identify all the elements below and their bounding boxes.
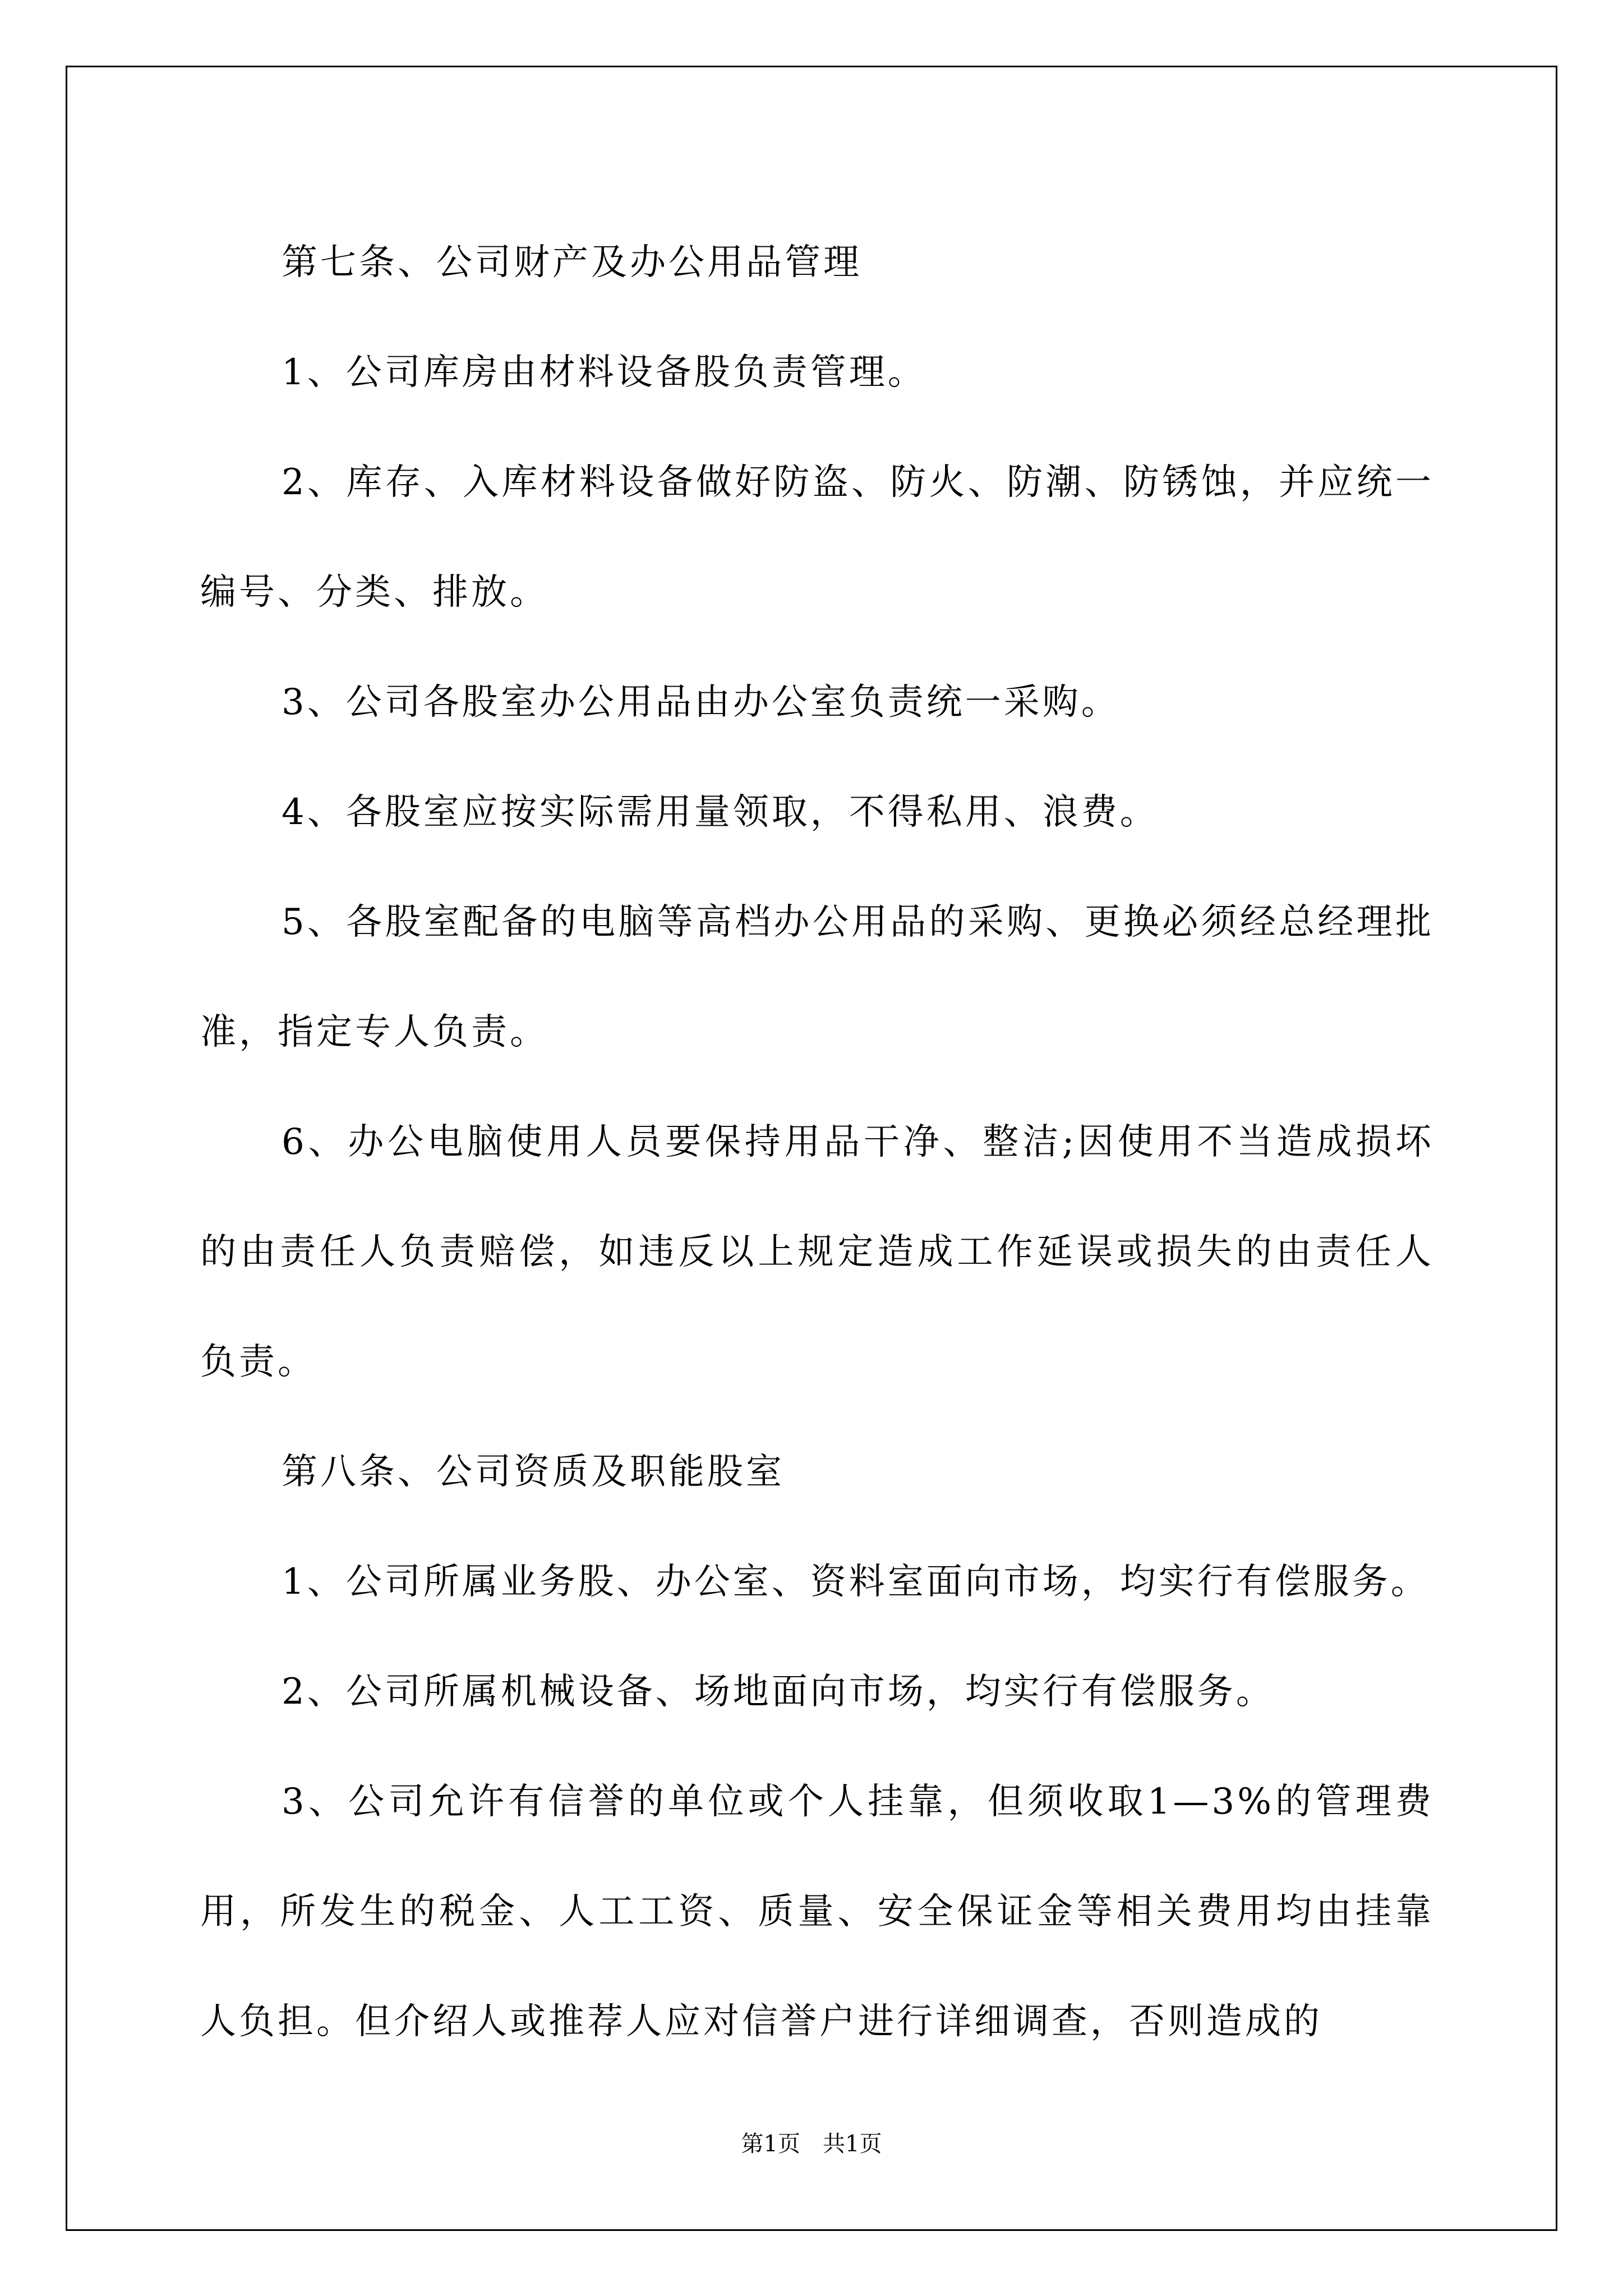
paragraph: 1、公司库房由材料设备股负责管理。 bbox=[282, 352, 926, 393]
page-footer: 第1页 共1页 bbox=[741, 2131, 882, 2157]
paragraph: 1、公司所属业务股、办公室、资料室面向市场，均实行有偿服务。 bbox=[282, 1561, 1430, 1603]
paragraph: 2、库存、入库材料设备做好防盗、防火、防潮、防锈蚀，并应统一编号、分类、排放。 bbox=[200, 462, 1434, 613]
paragraph: 6、办公电脑使用人员要保持用品干净、整洁;因使用不当造成损坏的由责任人负责赔偿，如违反以上规定造成工作延误或损失的由责任人负责。 bbox=[200, 1121, 1434, 1383]
paragraph: 5、各股室配备的电脑等高档办公用品的采购、更换必须经总经理批准，指定专人负责。 bbox=[200, 901, 1434, 1053]
paragraph: 3、公司允许有信誉的单位或个人挂靠，但须收取1—3%的管理费用，所发生的税金、人工工资、质量、安全保证金等相关费用均由挂靠人负担。但介绍人或推荐人应对信誉户进行详细调查，否则造成的 bbox=[200, 1781, 1434, 2042]
section-heading-8: 第八条、公司资质及职能股室 bbox=[282, 1451, 785, 1493]
paragraph: 2、公司所属机械设备、场地面向市场，均实行有偿服务。 bbox=[282, 1671, 1275, 1713]
paragraph: 3、公司各股室办公用品由办公室负责统一采购。 bbox=[282, 682, 1120, 723]
section-heading-7: 第七条、公司财产及办公用品管理 bbox=[282, 242, 862, 283]
document-body bbox=[200, 208, 1434, 2077]
paragraph: 4、各股室应按实际需用量领取，不得私用、浪费。 bbox=[282, 792, 1159, 833]
